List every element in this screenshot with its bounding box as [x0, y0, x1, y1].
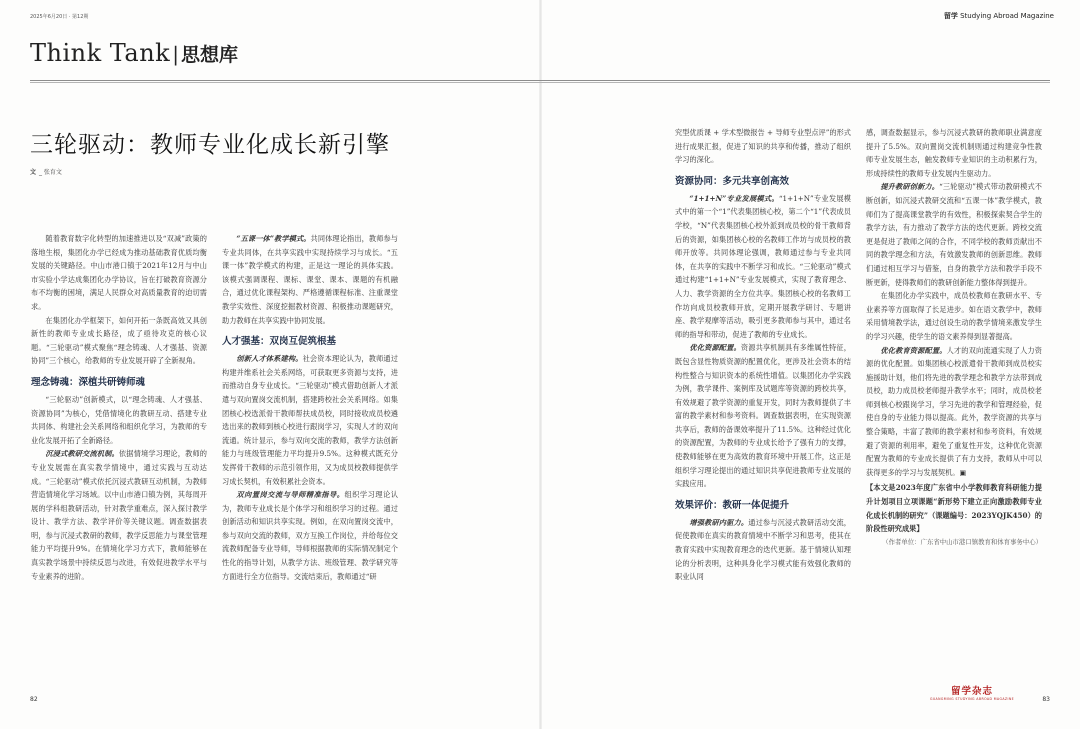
paragraph-text: 人才的双向流通实现了人力资源的优化配置。如集团核心校派遣骨干教师到成员校实施援助计划，他们将先进的教学理念和教学方法带到成员校，助力成员校老师提升教学水平；同时，成员校老师到核心校跟岗学习，学习先进的教学和管理经验，促使自身的专业能力得以提高。此外，教学资源的共享与整合策略，丰富了教师的教学素材和参考资料，有效规避了资源的利用率，避免了重复性开发，这种优化资源配置为教师的专业成长提供了有力支持，教师从中可以获得更多的学习与发展契机。▣: [866, 345, 1042, 477]
byline: [30, 167, 62, 176]
paragraph: [31, 447, 207, 583]
lead-in: “五课一体”教学模式。: [236, 234, 311, 243]
paragraph: “三轮驱动”创新模式，以“理念铸魂、人才强基、资源协同”为核心，凭借情境化的教研互动、搭建专业共同体、构建社会关系网络和组织化学习，为教师的专业化发展开拓了全新路径。: [31, 394, 207, 445]
paragraph: 在集团化办学框架下，如何开拓一条既高效又具创新性的教师专业成长路径，成了亟待攻克的核心议题。“三轮驱动”模式聚焦“理念铸魂、人才强基、资源协同”三个核心，给教师的专业发展开辟了全新视角。: [31, 315, 207, 366]
column-3: [675, 126, 851, 584]
page-number-left: 82: [30, 696, 38, 703]
page-number-right: 83: [1042, 696, 1050, 703]
lead-in: 创新人才体系建构。: [236, 354, 303, 364]
page-gutter: [539, 0, 542, 729]
article-title: 三轮驱动：教师专业化成长新引擎: [30, 132, 390, 158]
header-rule: [30, 82, 1050, 83]
paragraph-text: “1+1+N”专业发展模式中的第一个“1”代表集团核心校，第二个“1”代表成员学校，“N”代表集团核心校外派到成员校的骨干教师背后的资源，如集团核心校的名教师工作坊与成员校的教师开放等。共同体理论强调，教师通过参与专业共同体，在共享的实践中不断学习和成长。“三轮驱动”模式通过构建“1+1+N”专业发展模式，实现了教育理念、人力、教学资源的全方位共享。集团核心校的名教师工作坊向成员校教师开放，定期开展教学研讨、专题讲座、教学观摩等活动，吸引更多教师参与其中，通过名师的指导和带动，促进了教师的专业成长。: [675, 193, 851, 339]
brand-chinese: 思想库: [180, 44, 238, 66]
section-brand: [30, 39, 238, 67]
column-4: [866, 126, 1042, 549]
paragraph: 究型优质课 + 学术型微报告 + 导师专业型点评”的形式进行成果汇报，促进了知识的共享和传播，推动了组织学习的深化。: [675, 128, 851, 165]
brand-separator: |: [172, 42, 179, 66]
issue-date: 2025年6月20日 · 第12期: [30, 14, 89, 20]
paragraph: 感，调查数据显示，参与沉浸式教研的教师职业满意度提升了5.5%。双向置岗交流机制则通过构建竞争性教师专业发展生态，触发教师专业知识的主动积累行为，形成持续性的教师专业发展内生驱动力。: [866, 128, 1042, 178]
author-name: _ 张育文: [39, 169, 62, 176]
section-heading: 效果评价：教研一体促提升: [675, 499, 790, 511]
brand-english: Think Tank: [30, 39, 171, 67]
lead-in: 双向置岗交流与导师精准指导。: [236, 490, 345, 500]
paragraph: [675, 516, 851, 584]
paragraph-text: 社会资本理论认为，教师通过构建并维系社会关系网络，可获取更多资源与支持，进而推动自身专业成长。“三轮驱动”模式借助创新人才派遣与双向置岗交流机制，搭建跨校社会关系网络。如集团核心校选派骨干教师帮扶成员校，同时接收成员校遴选出来的教师到核心校进行跟岗学习，实现人才的双向流通。统计显示，参与双向交流的教师，教学方法创新能力与班级管理能力平均提升9.5%。这种模式既充分发挥骨干教师的示范引领作用，又为成员校教师提供学习成长契机，有效积累社会资本。: [222, 354, 398, 486]
paragraph: [866, 344, 1042, 480]
section-heading: 理念铸魂：深植共研铸师魂: [31, 376, 146, 388]
header-rule-left: [30, 80, 1050, 81]
paragraph: [675, 192, 851, 342]
paragraph: [222, 488, 398, 583]
lead-in: 沉浸式教研交流机制。: [45, 449, 119, 459]
lead-in: 优化教育资源配置。: [880, 345, 947, 355]
lead-in: “1+1+N”专业发展模式。: [689, 193, 779, 203]
lead-in: 提升教研创新力。: [880, 182, 940, 192]
byline-label: 文: [30, 169, 37, 176]
column-2: [222, 232, 398, 583]
paragraph-text: 组织学习理论认为，教师专业成长是个体学习和组织学习的过程。通过创新活动和知识共享实现。例如，在双向置岗交流中，参与双向交流的教师，双方互换工作岗位，并给每位交流教师配备专业导师，导师根据教师的实际情况制定个性化的指导计划，从教学方法、班级管理、教学研究等方面进行全方位指导。交流结束后，教师通过“研: [222, 490, 398, 581]
masthead-name: Studying Abroad Magazine: [960, 12, 1054, 20]
paragraph: 随着教育数字化转型的加速推进以及“双减”政策的落地生根，集团化办学已经成为推动基础教育优质均衡发展的关键路径。中山市港口镇于2021年12月与中山市实验小学达成集团化办学协议，旨在打破教育资源分布不均衡的困境，满足人民群众对高质量教育的迫切需求。: [31, 234, 207, 311]
paragraph: [222, 232, 398, 327]
column-1: [31, 232, 207, 583]
logo-subtitle: GUANGMING STUDYING ABROAD MAGAZINE: [929, 697, 1015, 701]
magazine-logo: [924, 683, 1020, 701]
paragraph-text: 资源共享机制具有多维属性特征，既包含显性物质资源的配置优化，更涉及社会资本的结构性整合与知识资本的系统性增值。以集团化办学实践为例，教学课件、案例库及试题库等资源的跨校共享，有效规避了教学资源的重复开发，同时为教师提供了丰富的教学素材和参考资料。调查数据表明，在实现资源共享后，教师的备课效率提升了11.5%。这种经过优化的资源配置，为教师的专业成长给予了强有力的支撑，使教师能够在更为高效的教育环境中开展工作，这正是组织学习理论提出的通过知识共享促进教师专业发展的实践应用。: [675, 343, 851, 489]
paragraph: [675, 341, 851, 491]
logo-title: 留学杂志: [950, 686, 993, 697]
lead-in: 增强教研内驱力。: [689, 517, 749, 527]
masthead-mark: 留学: [943, 12, 958, 20]
paragraph-text: 通过参与沉浸式教研活动交流，促使教师在真实的教育情境中不断学习和思考，使其在教育实践中实现教育理念的迭代更新。基于情境认知理论的分析表明，这种具身化学习模式能有效强化教师的职业认同: [675, 517, 851, 582]
section-heading: 资源协同：多元共享创高效: [675, 175, 790, 187]
lead-in: 优化资源配置。: [689, 343, 741, 353]
masthead: [944, 11, 1054, 21]
paragraph-text: “三轮驱动”模式带动教研模式不断创新，如沉浸式教研交流和“五课一体”教学模式，教师们为了提高课堂教学的有效性，积极探索契合学生的教学方法，有力推动了教学方法的迭代更新。跨校交流更是促进了教师之间的合作，不同学校的教师贡献出不同的教学理念和方法，有效激发教师的创新思维。教师们通过相互学习与借鉴，自身的教学方法和教学手段不断更新，使得教师们的教研创新能力整体得到提升。: [866, 182, 1042, 287]
paragraph: [866, 180, 1042, 289]
paragraph: 在集团化办学实践中，成员校教师在教研水平、专业素养等方面取得了长足进步。如在语文教学中，教师采用情境教学法，通过创设生动的教学情境来激发学生的学习兴趣，使学生的语文素养得到显著提高。: [866, 291, 1042, 341]
section-heading: 人才强基：双岗互促筑根基: [222, 336, 337, 348]
paragraph-text: 依据情境学习理论，教师的专业发展需在真实教学情境中，通过实践与互动达成。“三轮驱动”模式依托沉浸式教研互动机制，为教师营造情境化学习场域。以中山市港口镇为例，其每周开展的学科组教研活动，针对教学重难点，深入探讨教学设计、教学方法、教学评价等关键议题。调查数据表明，参与沉浸式教研的教师，教学反思能力与课堂管理能力平均提升9%。在情境化学习方式下，教师能够在真实教学场景中持续反思与改进，有效促进教学水平与专业素养的进阶。: [31, 449, 207, 581]
funding-note: 【本文是2023年度广东省中小学教师教育科研能力提升计划项目立项课题“新形势下建立正向激励教师专业化成长机制的研究”（课题编号：2023YQJK450）的阶段性研究成果】: [866, 483, 1042, 534]
paragraph-text: 共同体理论指出，教师参与专业共同体，在共享实践中实现持续学习与成长。“五课一体”教学模式的构建，正是这一理论的具体实践。该模式强调课程、课标、课堂、课本、课题的有机融合，通过优化课程架构、严格遵循课程标准、注重课堂教学实效性、深度挖掘教材资源、积极推动课题研究，助力教师在共享实践中协同发展。: [222, 234, 398, 325]
author-affiliation: （作者单位：广东省中山市港口镇教育和体育事务中心）: [882, 537, 1042, 546]
paragraph: [222, 352, 398, 488]
